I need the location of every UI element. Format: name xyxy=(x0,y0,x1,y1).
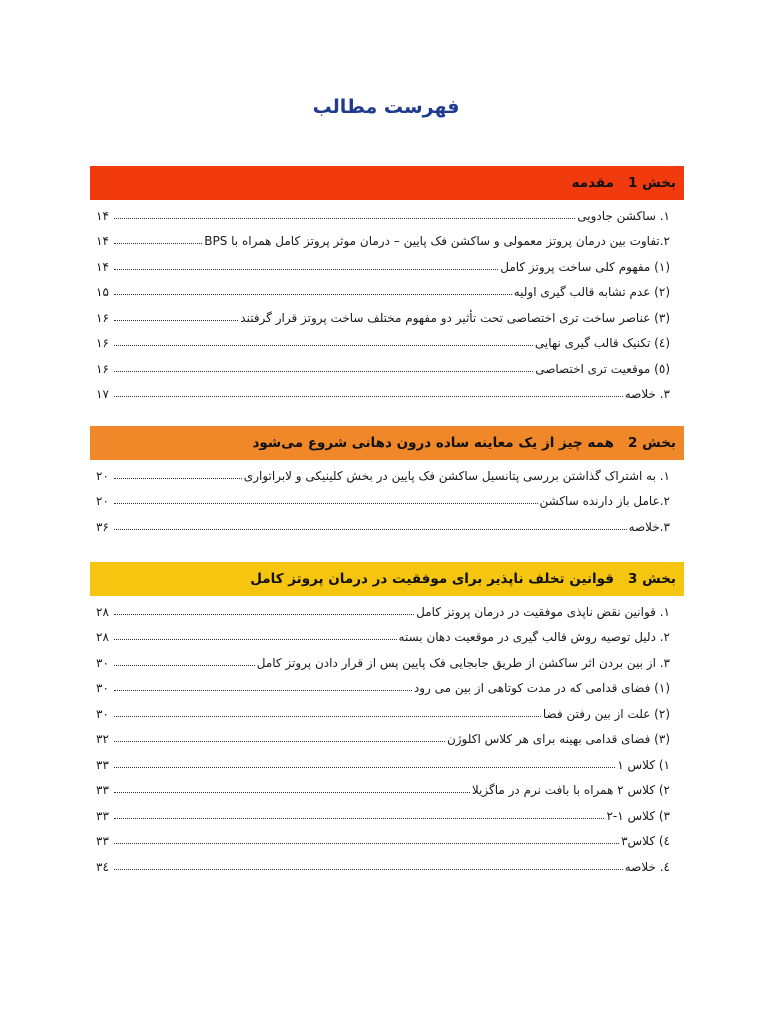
toc-page-number: ۳۰ xyxy=(96,706,109,721)
toc-entry-text: (٤) تکنیک قالب گیری نهایی xyxy=(534,336,670,350)
toc-page-number: ۳۰ xyxy=(96,655,109,670)
toc-entry[interactable] xyxy=(90,511,684,537)
toc-entry[interactable] xyxy=(90,302,684,328)
section-2-title: همه چیز از یک معاینه ساده درون دهانی شروع می‌شود xyxy=(252,435,614,451)
toc-entry-text: (۲) عدم تشابه قالب گیری اولیه xyxy=(513,285,670,299)
toc-page-number: ۳۳ xyxy=(96,783,109,797)
dot-leader xyxy=(114,478,242,479)
toc-entry-text: ٤) کلاس۳ xyxy=(621,834,670,848)
section-1-header xyxy=(90,166,684,200)
toc-page-number: ۳۳ xyxy=(96,808,109,823)
dot-leader xyxy=(114,294,512,295)
toc-entry[interactable] xyxy=(90,775,684,801)
toc-entry-text: ۲.تفاوت بین درمان پروتز معمولی و ساکشن فک پایین – درمان موثر پروتز کامل همراه با BPS xyxy=(204,234,670,248)
dot-leader xyxy=(114,792,470,793)
section-1-number: بخش 1 xyxy=(628,175,676,191)
toc-entry-text: (۱) مفهوم کلی ساخت پروتز کامل xyxy=(500,259,670,274)
toc-entry[interactable] xyxy=(90,800,684,826)
toc-page-number: ۳۰ xyxy=(96,681,109,695)
toc-entry[interactable] xyxy=(90,851,684,877)
toc-entry[interactable] xyxy=(90,724,684,750)
toc-page-number: ۲۸ xyxy=(96,630,109,644)
dot-leader xyxy=(114,767,615,768)
toc-entry-text: ۱. به اشتراک گذاشتن بررسی پتانسیل ساکشن فک پایین در بخش کلینیکی و لابراتواری xyxy=(243,468,670,483)
dot-leader xyxy=(114,503,538,504)
section-1 xyxy=(90,166,684,404)
toc-entry-text: ۱. قوانین نقض ناپذی موفقیت در درمان پروتز کامل xyxy=(416,604,670,619)
toc-entry-text: ٤. خلاصه xyxy=(624,859,670,874)
toc-page-number: ۱۴ xyxy=(96,234,109,248)
toc-page-number: ۲۰ xyxy=(96,468,109,483)
toc-entry[interactable] xyxy=(90,622,684,648)
dot-leader xyxy=(114,665,255,666)
toc-entry[interactable] xyxy=(90,673,684,699)
toc-entry[interactable] xyxy=(90,200,684,226)
toc-page-number: ۱۶ xyxy=(96,336,109,350)
toc-entry[interactable] xyxy=(90,698,684,724)
toc-entry[interactable] xyxy=(90,251,684,277)
toc-entry-text: (۲) علت از بین رفتن فضا xyxy=(542,706,670,721)
toc-entry-text: ۳. خلاصه xyxy=(624,387,670,401)
section-2-header xyxy=(90,426,684,460)
toc-page-number: ۱۶ xyxy=(96,361,109,376)
section-3-number: بخش 3 xyxy=(628,571,676,587)
dot-leader xyxy=(114,716,541,717)
toc-entry[interactable] xyxy=(90,353,684,379)
toc-page-number: ۳۶ xyxy=(96,519,109,534)
dot-leader xyxy=(114,843,619,844)
dot-leader xyxy=(114,396,623,397)
toc-entry[interactable] xyxy=(90,596,684,622)
toc-entry-text: (۳) عناصر ساخت تری اختصاصی تحت تأثیر دو مفهوم مختلف ساخت پروتز قرار گرفتند xyxy=(240,310,670,325)
dot-leader xyxy=(114,869,623,870)
section-3-entries xyxy=(90,596,684,877)
toc-entry[interactable] xyxy=(90,328,684,354)
section-1-entries xyxy=(90,200,684,404)
toc-page-number: ۱۵ xyxy=(96,285,109,299)
dot-leader xyxy=(114,218,575,219)
section-2-number: بخش 2 xyxy=(628,435,676,451)
toc-page-number: ۳۳ xyxy=(96,834,109,848)
toc-entry[interactable] xyxy=(90,277,684,303)
dot-leader xyxy=(114,818,604,819)
toc-entry-text: ۳.خلاصه xyxy=(628,519,670,534)
toc-entry[interactable] xyxy=(90,379,684,405)
toc-entry[interactable] xyxy=(90,226,684,252)
toc-entry[interactable] xyxy=(90,460,684,486)
toc-page-number: ۱۷ xyxy=(96,387,109,401)
dot-leader xyxy=(114,639,397,640)
toc-entry[interactable] xyxy=(90,647,684,673)
toc-entry-text: ۳. از بین بردن اثر ساکشن از طریق جابجایی فک پایین پس از قرار دادن پروتز کامل xyxy=(256,655,670,670)
toc-page-number: ۳۳ xyxy=(96,757,109,772)
dot-leader xyxy=(114,269,498,270)
toc-page-number: ۲۸ xyxy=(96,604,109,619)
toc-entry-text: ۲.عامل باز دارنده ساکشن xyxy=(539,494,670,508)
toc-entry-text: (۱) فضای قدامی که در مدت کوتاهی از بین می رود xyxy=(413,681,670,695)
toc-page-number: ۱۴ xyxy=(96,208,109,223)
toc-page-number: ۲۰ xyxy=(96,494,109,508)
toc-page-number: ۳٤ xyxy=(96,859,109,874)
toc-entry-text: ۱. ساکشن جادویی xyxy=(577,208,670,223)
toc-page-number: ۳۲ xyxy=(96,732,109,746)
toc-entry[interactable] xyxy=(90,826,684,852)
section-2-entries xyxy=(90,460,684,537)
dot-leader xyxy=(114,529,627,530)
toc-entry[interactable] xyxy=(90,486,684,512)
section-3-header xyxy=(90,562,684,596)
section-1-title: مقدمه xyxy=(571,175,614,191)
dot-leader xyxy=(114,320,238,321)
toc-entry-text: ۱) کلاس ۱ xyxy=(617,757,670,772)
dot-leader xyxy=(114,690,412,691)
section-3-title: قوانین تخلف ناپذیر برای موفقیت در درمان پروتز کامل xyxy=(250,571,614,587)
toc-entry-text: ۲) کلاس ۲ همراه با بافت نرم در ماگزیلا xyxy=(471,783,670,797)
toc-entry-text: (٥) موقعیت تری اختصاصی xyxy=(535,361,670,376)
dot-leader xyxy=(114,741,445,742)
toc-entry-text: ۲. دلیل توصیه روش قالب گیری در موقعیت دهان بسته xyxy=(398,630,670,644)
toc-page-number: ۱۴ xyxy=(96,259,109,274)
section-3 xyxy=(90,562,684,877)
dot-leader xyxy=(114,243,202,244)
toc-entry-text: ۳) کلاس ۱-۲ xyxy=(606,808,670,823)
dot-leader xyxy=(114,614,414,615)
section-2 xyxy=(90,426,684,537)
toc-page-number: ۱۶ xyxy=(96,310,109,325)
toc-entry[interactable] xyxy=(90,749,684,775)
dot-leader xyxy=(114,371,533,372)
toc-entry-text: (۳) فضای قدامی بهینه برای هر کلاس اکلوژن xyxy=(446,732,670,746)
dot-leader xyxy=(114,345,533,346)
page-title: فهرست مطالب xyxy=(312,96,460,118)
